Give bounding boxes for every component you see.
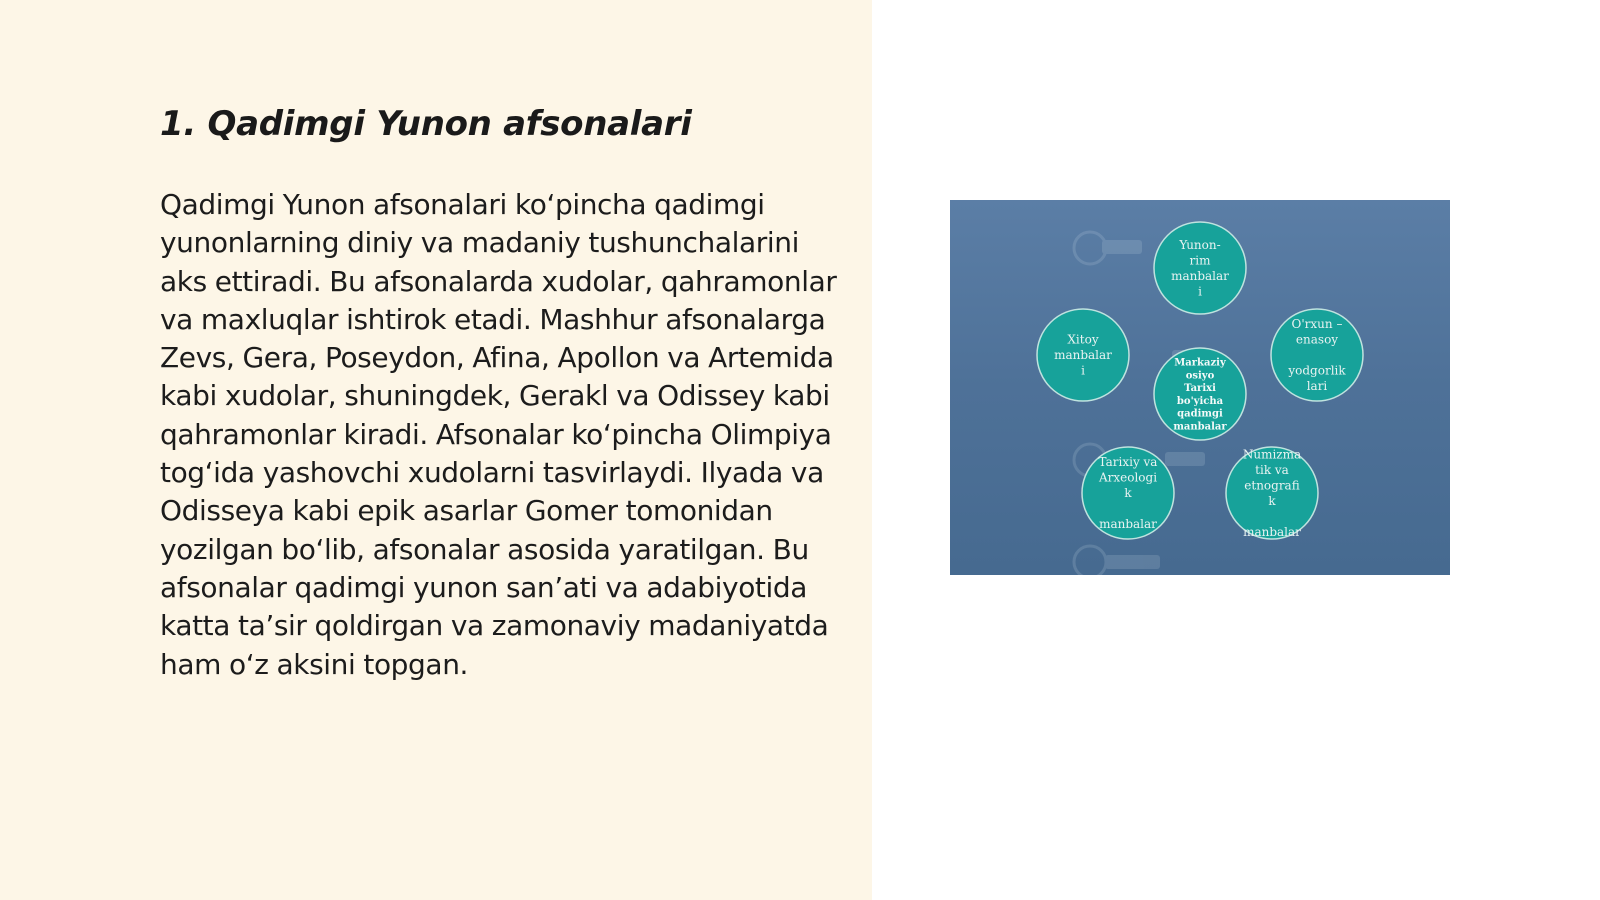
diagram-node-xitoy: [1037, 309, 1129, 401]
sources-diagram: [950, 200, 1450, 575]
diagram-label-xitoy: Xitoy manbalar i: [1054, 332, 1112, 378]
diagram-label-yunon: Yunon-rim manbalar i: [1171, 237, 1229, 299]
sources-diagram-image: [950, 200, 1450, 575]
diagram-label-numizma: Numizma tik va etnografi k manbalar: [1242, 447, 1302, 539]
diagram-label-tarixiy: Tarixiy va Arxeologi k manbalar: [1098, 455, 1158, 532]
diagram-nodes: [1037, 222, 1363, 539]
diagram-label-center: Markaziy osiyo Tarixi bo'yicha qadimgi manbalar: [1173, 357, 1227, 433]
diagram-node-orxun: [1271, 309, 1363, 401]
slide-title: 1. Qadimgi Yunon afsonalari: [160, 104, 692, 144]
diagram-node-numizma: [1226, 447, 1318, 539]
diagram-node-center: [1154, 348, 1246, 440]
diagram-label-orxun: O'rxun – enasoy yodgorlik lari: [1288, 317, 1346, 394]
slide-body-text: Qadimgi Yunon afsonalari ko‘pincha qadimgi yunonlarning diniy va madaniy tushunchalarini aks ettiradi. Bu afsonalarda xudolar, qahramonlar va maxluqlar ishtirok etadi. Mashhur afsonalarga Zevs, Gera, Poseydon, Afina, Apollon va Artemida kabi xudolar, shuningdek, Gerakl va Odissey kabi qahramonlar kiradi. Afsonalar ko‘pincha Olimpiya tog‘ida yashovchi xudolarni tasvirlaydi. Ilyada va Odisseya kabi epik asarlar Gomer tomonidan yozilgan bo‘lib, afsonalar asosida yaratilgan. Bu afsonalar qadimgi yunon san’ati va adabiyotida katta ta’sir qoldirgan va zamonaviy madaniyatda ham o‘z aksini topgan.: [160, 188, 837, 681]
diagram-node-yunon: [1154, 222, 1246, 314]
diagram-node-tarixiy: [1082, 447, 1174, 539]
